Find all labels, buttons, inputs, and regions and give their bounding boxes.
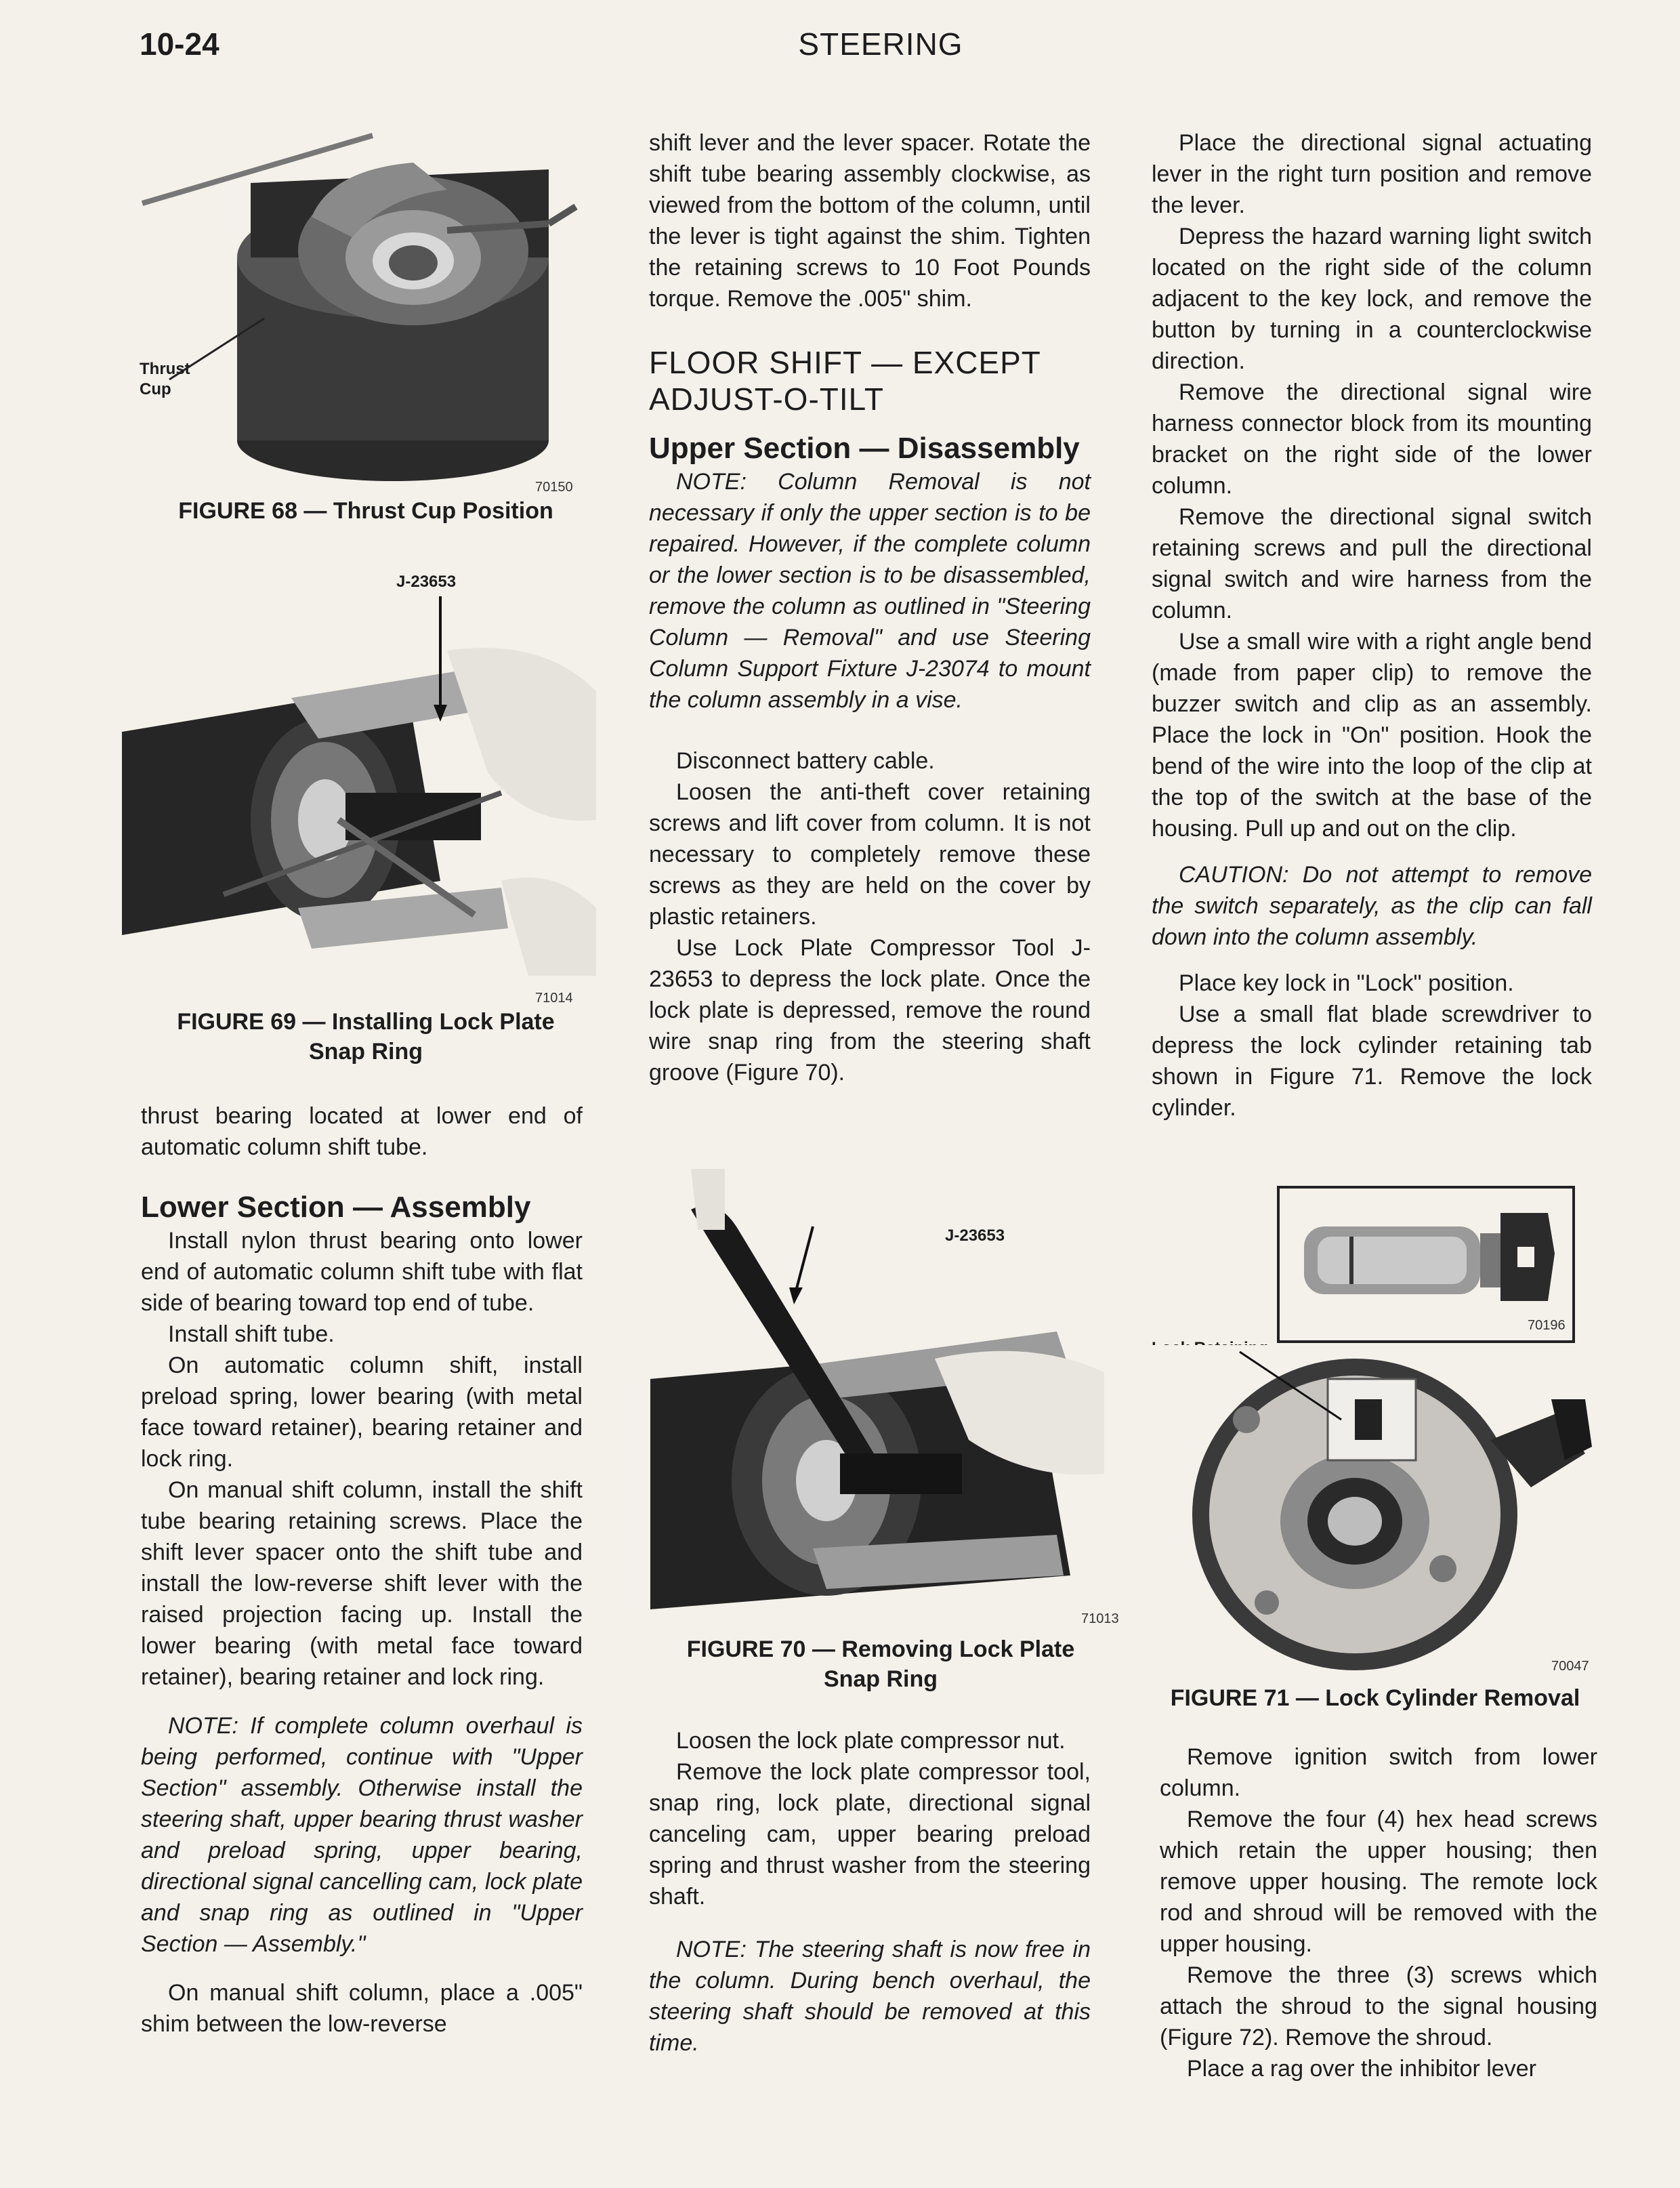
heading-floor-shift-line1: FLOOR SHIFT — EXCEPT [649,345,1041,380]
figure-70-photo [650,1169,1104,1609]
paragraph: Place key lock in "Lock" position. [1179,970,1514,996]
figure-69-caption [135,1007,596,1067]
column-1-text [141,1100,583,2040]
paragraph: Remove the directional signal switch retaining screws and pull the directional signal switch and wire harness from the column. [1152,504,1592,623]
figure-71-number: 70047 [1551,1659,1589,1674]
page-number: 10-24 [140,26,219,62]
figure-70-caption-line2: Snap Ring [823,1666,938,1692]
paragraph: On automatic column shift, install preload spring, lower bearing (with metal face toward retainer), bearing retainer and lock ring. [141,1353,583,1472]
note: NOTE: If complete column overhaul is being performed, continue with "Upper Section" assembly. Otherwise install the steering shaft, upper bearing thrust washer and preload spring, upper bearing, directional signal cancelling cam, lock plate and snap ring as outlined in "Upper Section — Assembly." [141,1713,583,1957]
paragraph: Remove the four (4) hex head screws which retain the upper housing; then remove upper housing. The remote lock rod and shroud will be removed with the upper housing. [1160,1807,1597,1957]
figure-70-callout: J-23653 [945,1226,1005,1245]
paragraph: Place a rag over the inhibitor lever [1187,2056,1536,2082]
heading-upper-section-disassembly: Upper Section — Disassembly [649,432,1080,465]
figure-68-caption: FIGURE 68 — Thrust Cup Position [178,498,553,524]
note: NOTE: Column Removal is not necessary if only the upper section is to be repaired. However, if the complete column or the lower section is to be disassembled, remove the column as outlined in "Steering Column — Removal" and use Steering Column Support Fixture J-23074 to mount the column assembly in a vise. [649,469,1091,713]
figure-71-photo [1152,1345,1599,1677]
heading-floor-shift-line2: ADJUST-O-TILT [649,381,884,417]
figure-70-caption-line1: FIGURE 70 — Removing Lock Plate [686,1636,1075,1662]
column-2-text-top [649,127,1091,1088]
figure-69-caption-line1: FIGURE 69 — Installing Lock Plate [177,1009,555,1035]
paragraph: Install nylon thrust bearing onto lower end of automatic column shift tube with flat side of bearing toward top end of tube. [141,1228,583,1316]
heading-floor-shift [649,344,1091,417]
paragraph: Depress the hazard warning light switch located on the right side of the column adjacent to the key lock, and remove the button by turning in a counterclockwise direction. [1152,224,1592,374]
paragraph: On manual shift column, install the shift tube bearing retaining screws. Place the shift lever spacer onto the shift tube and install the low-reverse shift lever with the raised projection facing up. Install the lower bearing (with metal face toward retainer), bearing retainer and lock ring. [141,1477,583,1690]
figure-71-inset-number: 70196 [1528,1318,1566,1333]
column-3-text-bottom [1160,1741,1597,2084]
figure-69-number: 71014 [535,991,573,1006]
figure-70-number: 71013 [1081,1611,1119,1626]
figure-68-callout: Thrust Cup [140,360,190,398]
paragraph: Remove the three (3) screws which attach the shroud to the signal housing (Figure 72). Remove the shroud. [1160,1962,1597,2050]
column-3-text-top [1152,127,1592,1123]
running-head: STEERING [798,26,963,62]
paragraph: Remove ignition switch from lower column. [1160,1744,1597,1801]
heading-lower-section-assembly: Lower Section — Assembly [141,1191,531,1224]
paragraph: Loosen the lock plate compressor nut. [676,1728,1066,1754]
figure-68-photo [129,122,589,501]
paragraph: Remove the directional signal wire harness connector block from its mounting bracket on the right side of the lower column. [1152,379,1592,499]
paragraph: Use a small wire with a right angle bend (made from paper clip) to remove the buzzer switch and clip as an assembly. Place the lock in "On" position. Hook the bend of the wire into the loop of the clip at the top of the switch at the base of the housing. Pull up and out on the clip. [1152,629,1592,842]
paragraph: Loosen the anti-theft cover retaining screws and lift cover from column. It is not necessary to completely remove these screws as they are held on the cover by plastic retainers. [649,779,1091,930]
figure-68-number: 70150 [535,480,573,495]
figure-69-caption-line2: Snap Ring [308,1039,423,1065]
caution: CAUTION: Do not attempt to remove the switch separately, as the clip can fall down into the column assembly. [1152,862,1592,950]
paragraph: On manual shift column, place a .005" shim between the low-reverse [141,1980,583,2037]
figure-69-callout: J-23653 [396,573,457,591]
figure-69-photo [122,596,596,983]
note: NOTE: The steering shaft is now free in the column. During bench overhaul, the steering shaft should be removed at this time. [649,1937,1091,2056]
paragraph: Remove the lock plate compressor tool, snap ring, lock plate, directional signal canceling cam, upper bearing preload spring and thrust washer from the steering shaft. [649,1759,1091,1910]
paragraph: shift lever and the lever spacer. Rotate the shift tube bearing assembly clockwise, as viewed from the bottom of the column, until the lever is tight against the shim. Tighten the retaining screws to 10 Foot Pounds torque. Remove the .005" shim. [649,130,1091,312]
paragraph: Place the directional signal actuating lever in the right turn position and remove the lever. [1152,130,1592,218]
paragraph: thrust bearing located at lower end of automatic column shift tube. [141,1103,583,1160]
paragraph: Use a small flat blade screwdriver to depress the lock cylinder retaining tab shown in Figure 71. Remove the lock cylinder. [1152,1002,1592,1121]
figure-71-caption: FIGURE 71 — Lock Cylinder Removal [1170,1685,1580,1711]
paragraph: Disconnect battery cable. [676,748,935,774]
paragraph: Install shift tube. [168,1321,335,1347]
paragraph: Use Lock Plate Compressor Tool J-23653 to depress the lock plate. Once the lock plate is depressed, remove the round wire snap ring from the steering shaft groove (Figure 70). [649,935,1091,1086]
column-2-text-bottom [649,1725,1091,2059]
figure-70-caption [671,1634,1091,1694]
